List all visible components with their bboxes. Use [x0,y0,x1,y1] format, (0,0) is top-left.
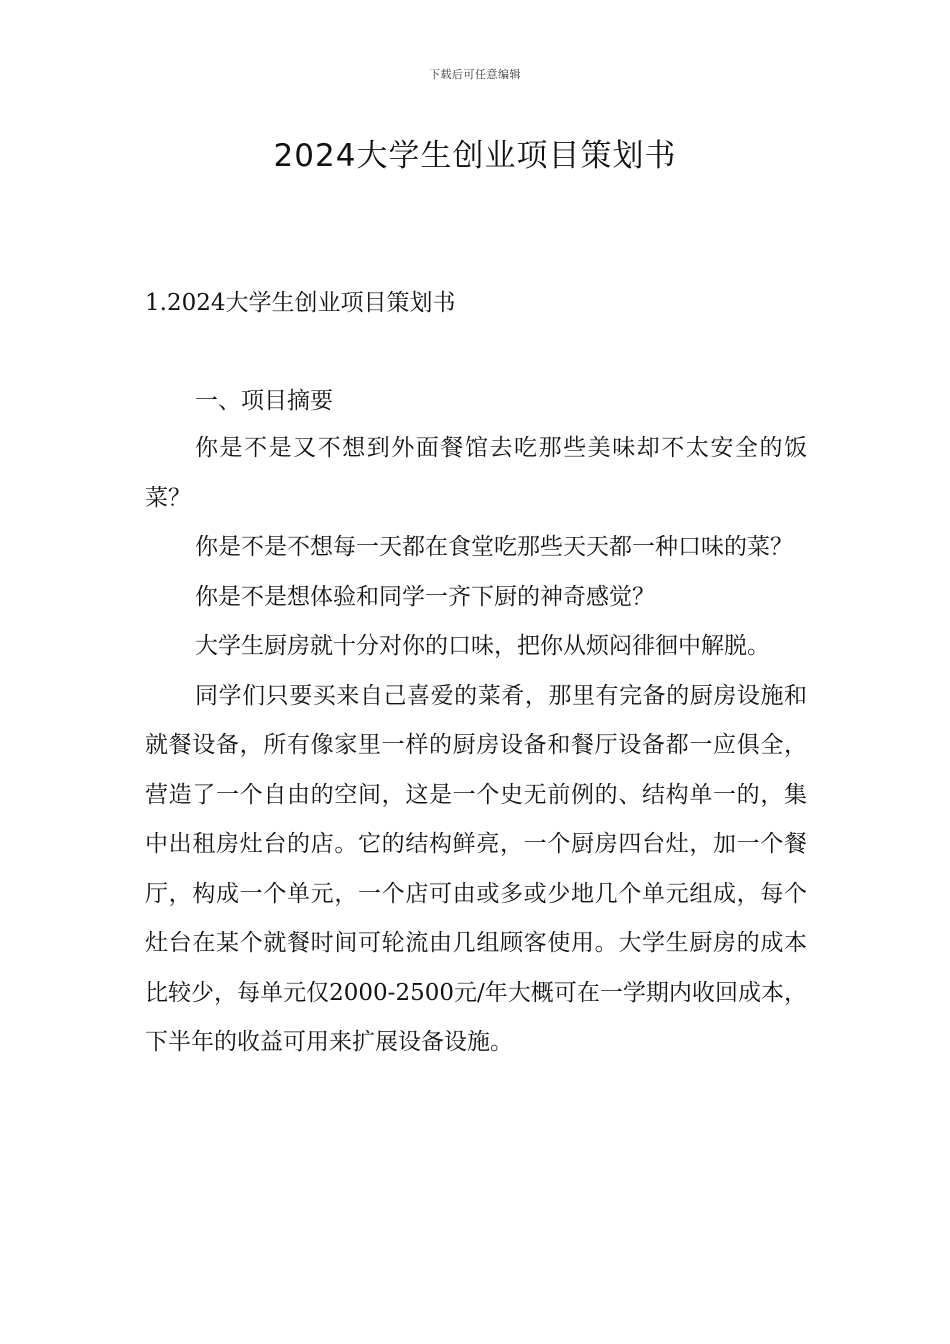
paragraph: 同学们只要买来自己喜爱的菜肴，那里有完备的厨房设施和就餐设备，所有像家里一样的厨房设备和餐厅设备都一应俱全，营造了一个自由的空间，这是一个史无前例的、结构单一的，集中出租房灶台的店。它的结构鲜亮，一个厨房四台灶，加一个餐厅，构成一个单元，一个店可由或多或少地几个单元组成，每个灶台在某个就餐时间可轮流由几组顾客使用。大学生厨房的成本比较少，每单元仅2000-2500元/年大概可在一学期内收回成本，下半年的收益可用来扩展设备设施。 [145,682,807,1055]
paragraph: 你是不是想体验和同学一齐下厨的神奇感觉？ [195,583,655,610]
document-title: 2024大学生创业项目策划书 [273,138,677,174]
section-heading: 1.2024大学生创业项目策划书 [145,290,456,316]
subsection-heading-summary: 一、项目摘要 [195,388,333,414]
page-header-note: 下载后可任意编辑 [429,68,521,81]
document-body [145,424,807,1068]
paragraph: 你是不是不想每一天都在食堂吃那些天天都一种口味的菜？ [195,534,793,560]
paragraph: 大学生厨房就十分对你的口味，把你从烦闷徘徊中解脱。 [195,633,770,659]
paragraph: 你是不是又不想到外面餐馆去吃那些美味却不太安全的饭菜？ [145,435,807,511]
